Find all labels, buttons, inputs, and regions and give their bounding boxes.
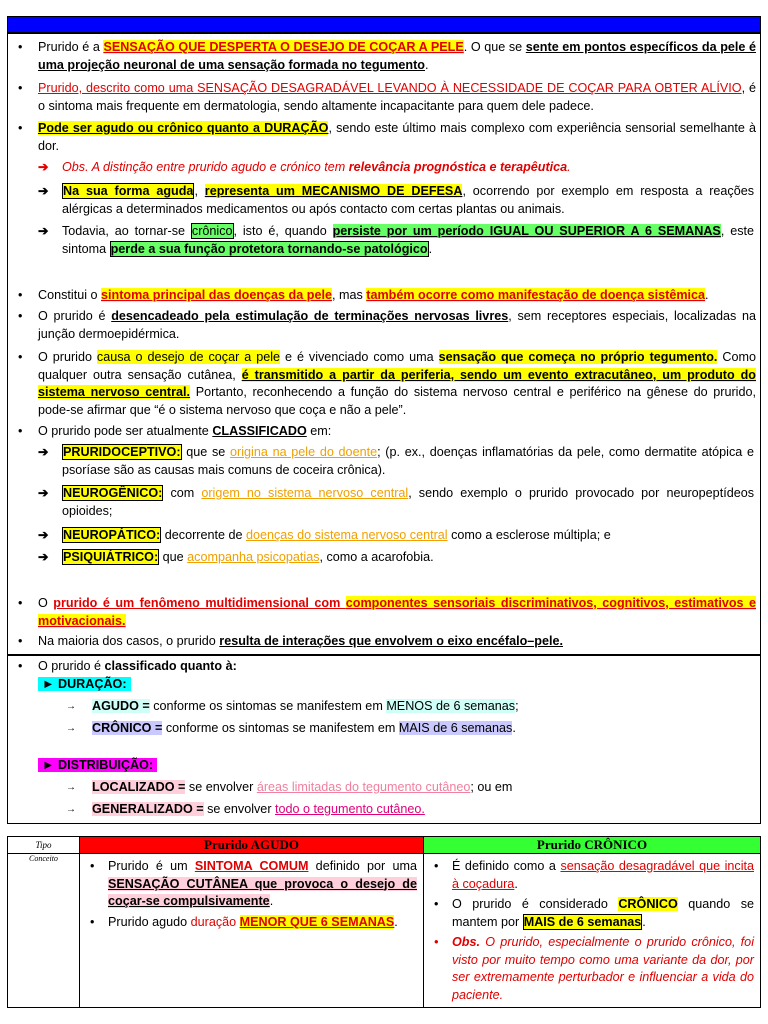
bullet-main-symptom: • Constitui o sintoma principal das doenças da pele, mas também ocorre como manifestação de doença sistêmica. [16, 287, 756, 305]
arrow-obs: ➔ Obs. A distinção entre prurido agudo e crónico tem relevância prognóstica e terapêutica. [38, 159, 754, 177]
title-bar [7, 16, 761, 33]
list-item: • Obs. O prurido, especialmente o prurido crônico, foi visto por muito tempo como uma variante da dor, por ser extremamente perturbador e influenciar a vida do paciente. [426, 934, 754, 1004]
header-chronic: Prurido CRÔNICO [424, 837, 761, 854]
item-localized: → LOCALIZADO = se envolver áreas limitadas do tegumento cutâneo; ou em [66, 779, 746, 797]
header-acute: Prurido AGUDO [80, 837, 424, 854]
bullet-nervous-system: • O prurido causa o desejo de coçar a pele e é vivenciado como uma sensação que começa no próprio tegumento. Como qualquer outra sensação cutânea, é transmitido a partir da periferia, sendo um evento extracutâneo, um produto do sistema nervoso central. Portanto, reconhecendo a função do sistema nervoso central e periférico na gênese do prurido, pode-se afirmar que “é o sistema nervoso que coça e não a pele”. [16, 349, 756, 419]
arrow-neurogenic: ➔ NEUROGÊNICO: com origem no sistema nervoso central, sendo exemplo o prurido provocado por neuropeptídeos opioides; [38, 486, 754, 518]
arrow-icon: → [66, 723, 76, 734]
line-interactions: • Na maioria dos casos, o prurido resulta de interações que envolvem o eixo encéfalo–pele. [16, 633, 756, 651]
section-definition [7, 33, 761, 655]
bullet-classification-intro: • O prurido é classificado quanto à: [16, 658, 756, 676]
bullet-nerve-endings: • O prurido é desencadeado pela estimulação de terminações nervosas livres, sem receptores especiais, localizadas na junção dermoepidérmica. [16, 308, 756, 343]
arrow-pruridoceptive: ➔ PRURIDOCEPTIVO: que se origina na pele do doente; (p. ex., doenças inflamatórias da pele, como dermatite atópica e psoríase são as causas mais comuns de coceira crônica). [38, 445, 754, 477]
list-item: • Prurido é um SINTOMA COMUM definido por uma SENSAÇÃO CUTÂNEA que provoca o desejo de coçar-se compulsivamente. [82, 858, 417, 911]
list-item: • O prurido é considerado CRÔNICO quando se mantem por MAIS de 6 semanas. [426, 896, 754, 931]
arrow-right-icon: ➔ [38, 528, 49, 542]
distribution-heading: ► DISTRIBUIÇÃO: [38, 757, 157, 775]
cell-acute [80, 854, 424, 1008]
item-generalized: → GENERALIZADO = se envolver todo o tegumento cutâneo. [66, 801, 746, 819]
list-item: • Prurido agudo duração MENOR QUE 6 SEMANAS. [82, 914, 417, 932]
arrow-right-icon: ➔ [38, 445, 49, 459]
arrow-icon: → [66, 804, 76, 815]
triangle-right-icon: ► [42, 677, 55, 691]
comparison-table [7, 836, 761, 1008]
bullet-description: • Prurido, descrito como uma SENSAÇÃO DESAGRADÁVEL LEVANDO À NECESSIDADE DE COÇAR PARA OBTER ALÍVIO, é o sintoma mais frequente em dermatologia, sendo altamente incapacitante para quem dele padece. [16, 80, 756, 115]
bullet-multidimensional: • O prurido é um fenômeno multidimensional com componentes sensoriais discriminativos, cognitivos, estimativos e motivacionais. [16, 595, 756, 630]
arrow-icon: → [66, 782, 76, 793]
header-type: Tipo [8, 837, 80, 854]
arrow-neuropathic: ➔ NEUROPÁTICO: decorrente de doenças do sistema nervoso central como a esclerose múltipla; e [38, 527, 754, 545]
triangle-right-icon: ► [42, 758, 55, 772]
bullet-definition: • Prurido é a SENSAÇÃO QUE DESPERTA O DESEJO DE COÇAR A PELE. O que se sente em pontos específicos da pele é uma projeção neuronal de uma sensação formada no tegumento. [16, 39, 756, 74]
arrow-right-icon: ➔ [38, 184, 49, 198]
arrow-acute-form: ➔ Na sua forma aguda, representa um MECANISMO DE DEFESA, ocorrendo por exemplo em resposta a reações alérgicas a determinados medicamentos ou após contacto com certas plantas ou animais. [38, 184, 755, 216]
arrow-chronic-form: ➔ Todavia, ao tornar-se crônico, isto é, quando persiste por um período IGUAL OU SUPERIOR A 6 SEMANAS, este sintoma perde a sua função protetora tornando-se patológico. [38, 224, 754, 256]
arrow-right-icon: ➔ [38, 486, 49, 500]
bullet-acute-chronic: • Pode ser agudo ou crônico quanto a DURAÇÃO, sendo este último mais complexo com experiência sensorial semelhante à dor. [16, 120, 756, 155]
arrow-icon: → [66, 701, 76, 712]
arrow-right-icon: ➔ [38, 160, 49, 174]
duration-heading: ► DURAÇÃO: [38, 676, 131, 694]
bullet-classified: • O prurido pode ser atualmente CLASSIFICADO em: [16, 423, 756, 441]
arrow-right-icon: ➔ [38, 224, 49, 238]
item-chronic: → CRÔNICO = conforme os sintomas se manifestem em MAIS de 6 semanas. [66, 720, 746, 738]
arrow-psychiatric: ➔ PSIQUIÁTRICO: que acompanha psicopatias, como a acarofobia. [38, 549, 754, 567]
arrow-right-icon: ➔ [38, 550, 49, 564]
list-item: • É definido como a sensação desagradável que incita à coçadura. [426, 858, 754, 893]
section-classification [7, 655, 761, 824]
row-label-concept: Conceito [8, 854, 80, 1008]
item-acute: → AGUDO = conforme os sintomas se manifestem em MENOS de 6 semanas; [66, 698, 746, 716]
cell-chronic [424, 854, 761, 1008]
